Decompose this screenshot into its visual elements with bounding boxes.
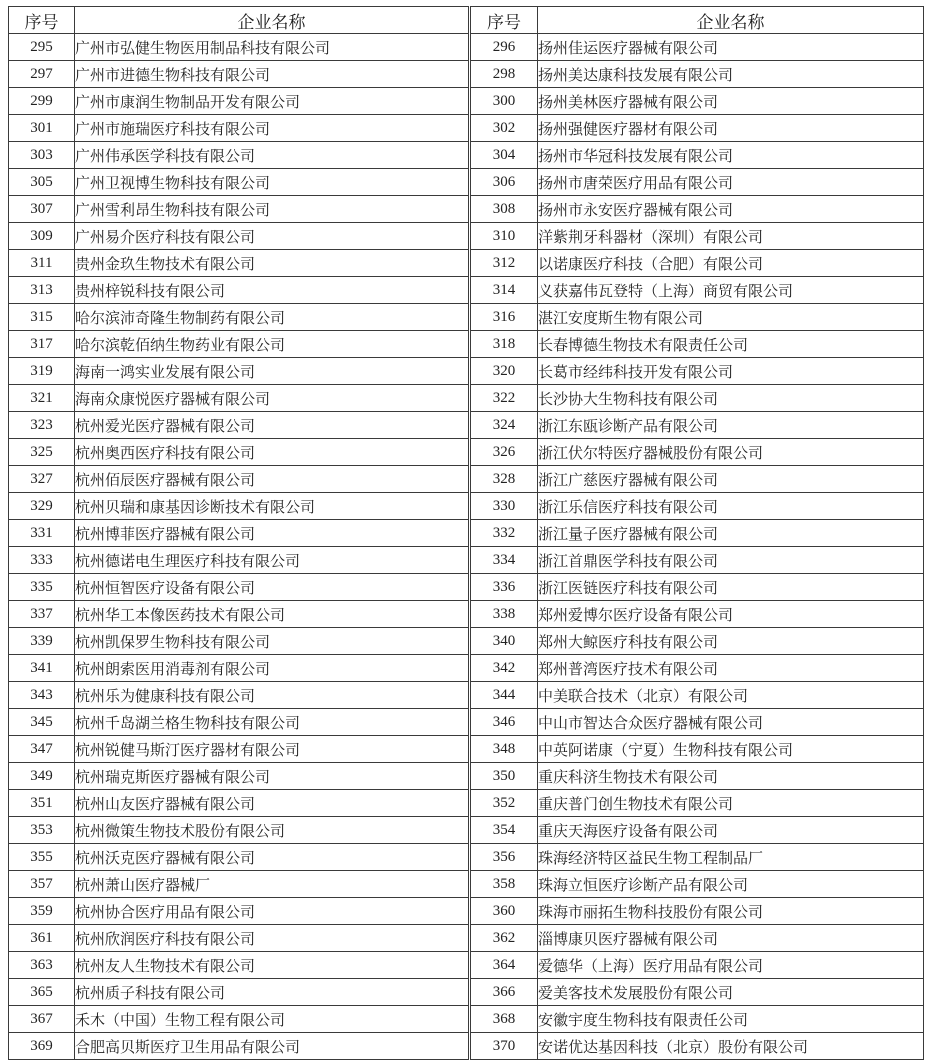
row-number-left: 355 — [9, 844, 75, 871]
table-row — [9, 115, 924, 142]
company-name-left: 广州市施瑞医疗科技有限公司 — [75, 115, 470, 142]
row-number-right: 346 — [470, 709, 538, 736]
row-number-left: 353 — [9, 817, 75, 844]
row-number-left: 305 — [9, 169, 75, 196]
row-number-right: 302 — [470, 115, 538, 142]
company-table — [8, 6, 924, 1060]
company-name-right: 扬州强健医疗器材有限公司 — [538, 115, 924, 142]
row-number-left: 359 — [9, 898, 75, 925]
row-number-right: 310 — [470, 223, 538, 250]
company-name-right: 重庆普门创生物技术有限公司 — [538, 790, 924, 817]
row-number-right: 296 — [470, 34, 538, 61]
company-name-right: 浙江首鼎医学科技有限公司 — [538, 547, 924, 574]
company-name-left: 广州市进德生物科技有限公司 — [75, 61, 470, 88]
row-number-left: 367 — [9, 1006, 75, 1033]
table-row — [9, 601, 924, 628]
table-row — [9, 34, 924, 61]
company-name-left: 杭州沃克医疗器械有限公司 — [75, 844, 470, 871]
company-name-right: 浙江乐信医疗科技有限公司 — [538, 493, 924, 520]
company-name-right: 重庆天海医疗设备有限公司 — [538, 817, 924, 844]
row-number-right: 356 — [470, 844, 538, 871]
table-row — [9, 763, 924, 790]
company-name-left: 广州市康润生物制品开发有限公司 — [75, 88, 470, 115]
table-header-row — [9, 7, 924, 34]
row-number-right: 366 — [470, 979, 538, 1006]
company-name-right: 扬州美林医疗器械有限公司 — [538, 88, 924, 115]
company-name-left: 杭州贝瑞和康基因诊断技术有限公司 — [75, 493, 470, 520]
company-name-right: 中美联合技术（北京）有限公司 — [538, 682, 924, 709]
row-number-right: 318 — [470, 331, 538, 358]
table-row — [9, 1006, 924, 1033]
row-number-right: 332 — [470, 520, 538, 547]
row-number-left: 303 — [9, 142, 75, 169]
row-number-right: 340 — [470, 628, 538, 655]
company-name-left: 广州伟承医学科技有限公司 — [75, 142, 470, 169]
company-name-left: 杭州华工本像医药技术有限公司 — [75, 601, 470, 628]
row-number-left: 297 — [9, 61, 75, 88]
row-number-left: 315 — [9, 304, 75, 331]
row-number-right: 350 — [470, 763, 538, 790]
row-number-left: 349 — [9, 763, 75, 790]
company-name-left: 杭州奥西医疗科技有限公司 — [75, 439, 470, 466]
company-name-right: 郑州大鲸医疗科技有限公司 — [538, 628, 924, 655]
row-number-left: 321 — [9, 385, 75, 412]
table-row — [9, 925, 924, 952]
row-number-right: 312 — [470, 250, 538, 277]
company-name-right: 浙江量子医疗器械有限公司 — [538, 520, 924, 547]
table-row — [9, 871, 924, 898]
header-no-left: 序号 — [9, 7, 75, 34]
row-number-right: 306 — [470, 169, 538, 196]
company-name-right: 长沙协大生物科技有限公司 — [538, 385, 924, 412]
company-name-right: 义获嘉伟瓦登特（上海）商贸有限公司 — [538, 277, 924, 304]
table-row — [9, 250, 924, 277]
row-number-left: 363 — [9, 952, 75, 979]
company-name-left: 杭州山友医疗器械有限公司 — [75, 790, 470, 817]
row-number-right: 336 — [470, 574, 538, 601]
company-name-left: 杭州恒智医疗设备有限公司 — [75, 574, 470, 601]
company-name-right: 洋紫荆牙科器材（深圳）有限公司 — [538, 223, 924, 250]
company-name-left: 广州雪利昂生物科技有限公司 — [75, 196, 470, 223]
table-row — [9, 169, 924, 196]
company-name-left: 广州易介医疗科技有限公司 — [75, 223, 470, 250]
company-name-left: 广州卫视博生物科技有限公司 — [75, 169, 470, 196]
table-row — [9, 61, 924, 88]
table-body — [9, 34, 924, 1060]
row-number-left: 331 — [9, 520, 75, 547]
row-number-right: 344 — [470, 682, 538, 709]
row-number-left: 313 — [9, 277, 75, 304]
header-name-left: 企业名称 — [75, 7, 470, 34]
company-name-left: 杭州质子科技有限公司 — [75, 979, 470, 1006]
header-name-right: 企业名称 — [538, 7, 924, 34]
row-number-right: 364 — [470, 952, 538, 979]
table-row — [9, 574, 924, 601]
row-number-right: 304 — [470, 142, 538, 169]
table-row — [9, 142, 924, 169]
company-name-right: 扬州市华冠科技发展有限公司 — [538, 142, 924, 169]
company-name-right: 安徽宇度生物科技有限责任公司 — [538, 1006, 924, 1033]
company-name-left: 贵州金玖生物技术有限公司 — [75, 250, 470, 277]
row-number-left: 337 — [9, 601, 75, 628]
company-name-left: 杭州微策生物技术股份有限公司 — [75, 817, 470, 844]
document-page — [8, 6, 923, 1056]
company-name-right: 中山市智达合众医疗器械有限公司 — [538, 709, 924, 736]
table-row — [9, 736, 924, 763]
table-row — [9, 358, 924, 385]
row-number-left: 301 — [9, 115, 75, 142]
company-name-right: 扬州佳运医疗器械有限公司 — [538, 34, 924, 61]
company-name-left: 杭州萧山医疗器械厂 — [75, 871, 470, 898]
row-number-left: 345 — [9, 709, 75, 736]
table-row — [9, 709, 924, 736]
table-row — [9, 88, 924, 115]
row-number-right: 322 — [470, 385, 538, 412]
row-number-right: 308 — [470, 196, 538, 223]
company-name-left: 杭州锐健马斯汀医疗器材有限公司 — [75, 736, 470, 763]
row-number-right: 300 — [470, 88, 538, 115]
company-name-left: 哈尔滨乾佰纳生物药业有限公司 — [75, 331, 470, 358]
row-number-right: 354 — [470, 817, 538, 844]
table-row — [9, 412, 924, 439]
company-name-right: 爱美客技术发展股份有限公司 — [538, 979, 924, 1006]
company-name-left: 杭州欣润医疗科技有限公司 — [75, 925, 470, 952]
table-row — [9, 439, 924, 466]
company-name-right: 长葛市经纬科技开发有限公司 — [538, 358, 924, 385]
company-name-right: 浙江医链医疗科技有限公司 — [538, 574, 924, 601]
company-name-left: 广州市弘健生物医用制品科技有限公司 — [75, 34, 470, 61]
company-name-right: 长春博德生物技术有限责任公司 — [538, 331, 924, 358]
table-row — [9, 628, 924, 655]
company-name-right: 浙江广慈医疗器械有限公司 — [538, 466, 924, 493]
company-name-left: 杭州凯保罗生物科技有限公司 — [75, 628, 470, 655]
company-name-left: 杭州佰辰医疗器械有限公司 — [75, 466, 470, 493]
company-name-left: 贵州梓锐科技有限公司 — [75, 277, 470, 304]
table-row — [9, 979, 924, 1006]
row-number-right: 320 — [470, 358, 538, 385]
company-name-left: 杭州协合医疗用品有限公司 — [75, 898, 470, 925]
row-number-left: 333 — [9, 547, 75, 574]
company-name-right: 以诺康医疗科技（合肥）有限公司 — [538, 250, 924, 277]
company-name-right: 扬州市永安医疗器械有限公司 — [538, 196, 924, 223]
row-number-left: 351 — [9, 790, 75, 817]
table-row — [9, 844, 924, 871]
row-number-right: 358 — [470, 871, 538, 898]
row-number-left: 335 — [9, 574, 75, 601]
company-name-left: 杭州爱光医疗器械有限公司 — [75, 412, 470, 439]
row-number-left: 343 — [9, 682, 75, 709]
row-number-left: 311 — [9, 250, 75, 277]
row-number-right: 362 — [470, 925, 538, 952]
table-row — [9, 466, 924, 493]
company-name-left: 杭州友人生物技术有限公司 — [75, 952, 470, 979]
row-number-right: 334 — [470, 547, 538, 574]
company-name-right: 珠海经济特区益民生物工程制品厂 — [538, 844, 924, 871]
row-number-left: 357 — [9, 871, 75, 898]
table-row — [9, 682, 924, 709]
table-row — [9, 331, 924, 358]
company-name-left: 杭州乐为健康科技有限公司 — [75, 682, 470, 709]
row-number-left: 295 — [9, 34, 75, 61]
row-number-left: 299 — [9, 88, 75, 115]
table-row — [9, 196, 924, 223]
row-number-right: 328 — [470, 466, 538, 493]
company-name-left: 海南一鸿实业发展有限公司 — [75, 358, 470, 385]
company-name-left: 杭州博菲医疗器械有限公司 — [75, 520, 470, 547]
company-name-left: 禾木（中国）生物工程有限公司 — [75, 1006, 470, 1033]
row-number-left: 309 — [9, 223, 75, 250]
row-number-left: 317 — [9, 331, 75, 358]
table-row — [9, 817, 924, 844]
table-row — [9, 277, 924, 304]
table-row — [9, 655, 924, 682]
row-number-left: 339 — [9, 628, 75, 655]
company-name-left: 哈尔滨沛奇隆生物制药有限公司 — [75, 304, 470, 331]
company-name-right: 珠海立恒医疗诊断产品有限公司 — [538, 871, 924, 898]
row-number-right: 338 — [470, 601, 538, 628]
company-name-right: 郑州普湾医疗技术有限公司 — [538, 655, 924, 682]
company-name-left: 杭州千岛湖兰格生物科技有限公司 — [75, 709, 470, 736]
company-name-left: 杭州德诺电生理医疗科技有限公司 — [75, 547, 470, 574]
company-name-right: 中英阿诺康（宁夏）生物科技有限公司 — [538, 736, 924, 763]
header-no-right: 序号 — [470, 7, 538, 34]
row-number-right: 298 — [470, 61, 538, 88]
row-number-left: 365 — [9, 979, 75, 1006]
table-row — [9, 493, 924, 520]
row-number-left: 307 — [9, 196, 75, 223]
table-row — [9, 520, 924, 547]
row-number-left: 369 — [9, 1033, 75, 1060]
company-name-right: 淄博康贝医疗器械有限公司 — [538, 925, 924, 952]
row-number-left: 361 — [9, 925, 75, 952]
row-number-left: 347 — [9, 736, 75, 763]
company-name-left: 海南众康悦医疗器械有限公司 — [75, 385, 470, 412]
row-number-right: 314 — [470, 277, 538, 304]
row-number-right: 342 — [470, 655, 538, 682]
company-name-right: 安诺优达基因科技（北京）股份有限公司 — [538, 1033, 924, 1060]
row-number-right: 368 — [470, 1006, 538, 1033]
company-name-right: 郑州爱博尔医疗设备有限公司 — [538, 601, 924, 628]
table-row — [9, 790, 924, 817]
row-number-left: 327 — [9, 466, 75, 493]
row-number-right: 352 — [470, 790, 538, 817]
company-name-right: 珠海市丽拓生物科技股份有限公司 — [538, 898, 924, 925]
company-name-right: 重庆科济生物技术有限公司 — [538, 763, 924, 790]
table-row — [9, 304, 924, 331]
company-name-right: 浙江伏尔特医疗器械股份有限公司 — [538, 439, 924, 466]
row-number-right: 370 — [470, 1033, 538, 1060]
row-number-right: 324 — [470, 412, 538, 439]
row-number-right: 330 — [470, 493, 538, 520]
row-number-right: 348 — [470, 736, 538, 763]
company-name-left: 合肥高贝斯医疗卫生用品有限公司 — [75, 1033, 470, 1060]
company-name-right: 浙江东瓯诊断产品有限公司 — [538, 412, 924, 439]
row-number-right: 326 — [470, 439, 538, 466]
table-row — [9, 223, 924, 250]
company-name-left: 杭州瑞克斯医疗器械有限公司 — [75, 763, 470, 790]
company-name-right: 扬州美达康科技发展有限公司 — [538, 61, 924, 88]
table-row — [9, 1033, 924, 1060]
table-row — [9, 898, 924, 925]
company-name-right: 湛江安度斯生物有限公司 — [538, 304, 924, 331]
row-number-left: 323 — [9, 412, 75, 439]
row-number-left: 319 — [9, 358, 75, 385]
row-number-left: 341 — [9, 655, 75, 682]
company-name-right: 扬州市唐荣医疗用品有限公司 — [538, 169, 924, 196]
table-row — [9, 547, 924, 574]
row-number-left: 325 — [9, 439, 75, 466]
row-number-right: 316 — [470, 304, 538, 331]
row-number-left: 329 — [9, 493, 75, 520]
company-name-right: 爱德华（上海）医疗用品有限公司 — [538, 952, 924, 979]
row-number-right: 360 — [470, 898, 538, 925]
table-row — [9, 385, 924, 412]
company-name-left: 杭州朗索医用消毒剂有限公司 — [75, 655, 470, 682]
table-row — [9, 952, 924, 979]
